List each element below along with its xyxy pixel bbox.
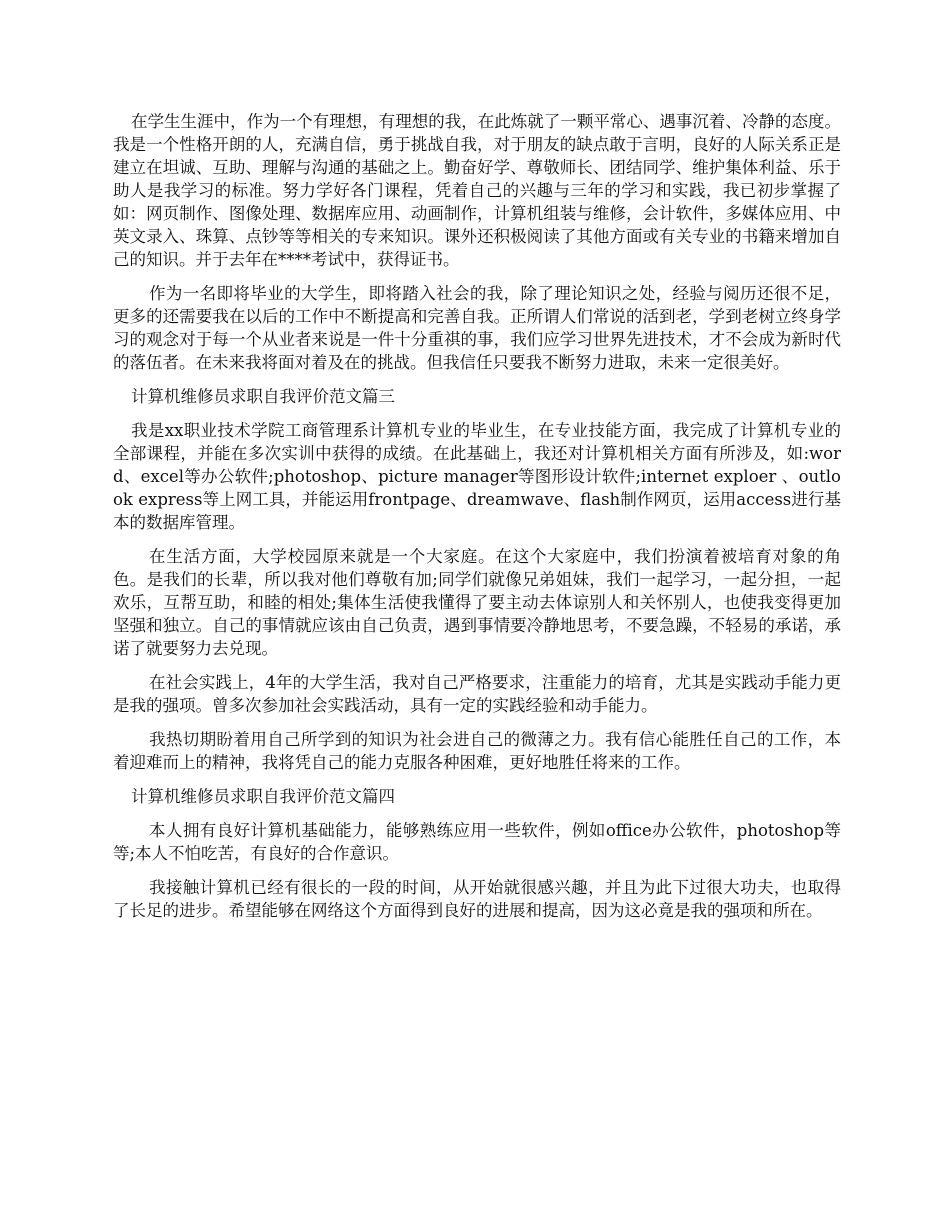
paragraph-graduate-outlook: 作为一名即将毕业的大学生，即将踏入社会的我，除了理论知识之处，经验与阅历还很不足，更多的还需要我在以后的工作中不断提高和完善自我。正所谓人们常说的活到老，学到老树立终身学习的观念对于每一个从业者来说是一件十分重祺的事，我们应学习世界先进技术，才不会成为新时代的落伍者。在未来我将面对着及在的挑战。但我信任只要我不断努力进取，未来一定很美好。 — [113, 284, 841, 372]
paragraph-computer-interest: 我接触计算机已经有很长的一段的时间，从开始就很感兴趣，并且为此下过很大功夫，也取得了长足的进步。希望能够在网络这个方面得到良好的进展和提高，因为这必竟是我的强项和所在。 — [113, 878, 841, 920]
paragraph-social-practice: 在社会实践上，4年的大学生活，我对自己严格要求，注重能力的培育，尤其是实践动手能力更是我的强项。曾多次参加社会实践活动，具有一定的实践经验和动手能力。 — [113, 673, 841, 715]
paragraph-campus-life: 在生活方面，大学校园原来就是一个大家庭。在这个大家庭中，我们扮演着被培育对象的角色。是我们的长辈，所以我对他们尊敬有加;同学们就像兄弟姐妹，我们一起学习，一起分担，一起欢乐，互帮互助，和睦的相处;集体生活使我懂得了要主动去体谅别人和关怀别人，也使我变得更加坚强和独立。自己的事情就应该由自己负责，遇到事情要冷静地思考，不要急躁，不轻易的承诺，承诺了就要努力去兑现。 — [113, 547, 841, 658]
document-page — [113, 110, 841, 933]
paragraph-student-career: 在学生生涯中，作为一个有理想，有理想的我，在此炼就了一颗平常心、遇事沉着、冷静的态度。我是一个性格开朗的人，充满自信，勇于挑战自我，对于朋友的缺点敢于言明，良好的人际关系正是建立在坦诚、互助、理解与沟通的基础之上。勤奋好学、尊敬师长、团结同学、维护集体利益、乐于助人是我学习的标准。努力学好各门课程，凭着自己的兴趣与三年的学习和实践，我已初步掌握了如：网页制作、图像处理、数据库应用、动画制作，计算机组装与维修，会计软件，多媒体应用、中英文录入、珠算、点钞等等相关的专来知识。课外还积极阅读了其他方面或有关专业的书籍来增加自己的知识。并于去年在****考试中，获得证书。 — [113, 112, 841, 269]
paragraph-career-hope: 我热切期盼着用自己所学到的知识为社会进自己的微薄之力。我有信心能胜任自己的工作，本着迎难而上的精神，我将凭自己的能力克服各种困难，更好地胜任将来的工作。 — [113, 730, 841, 772]
paragraph-professional-skills: 我是xx职业技术学院工商管理系计算机专业的毕业生，在专业技能方面，我完成了计算机专业的全部课程，并能在多次实训中获得的成绩。在此基础上，我还对计算机相关方面有所涉及，如:word、excel等办公软件;photoshop、picture manager等图形设计软件;internet exploer 、outlook express等上网工具，并能运用frontpage、dreamwave、flash制作网页，运用access进行基本的数据库管理。 — [113, 421, 841, 532]
paragraph-computer-basics: 本人拥有良好计算机基础能力，能够熟练应用一些软件，例如office办公软件，photoshop等等;本人不怕吃苦，有良好的合作意识。 — [113, 821, 841, 863]
section-heading-part-three: 计算机维修员求职自我评价范文篇三 — [131, 387, 395, 406]
section-heading-part-four: 计算机维修员求职自我评价范文篇四 — [131, 787, 395, 806]
